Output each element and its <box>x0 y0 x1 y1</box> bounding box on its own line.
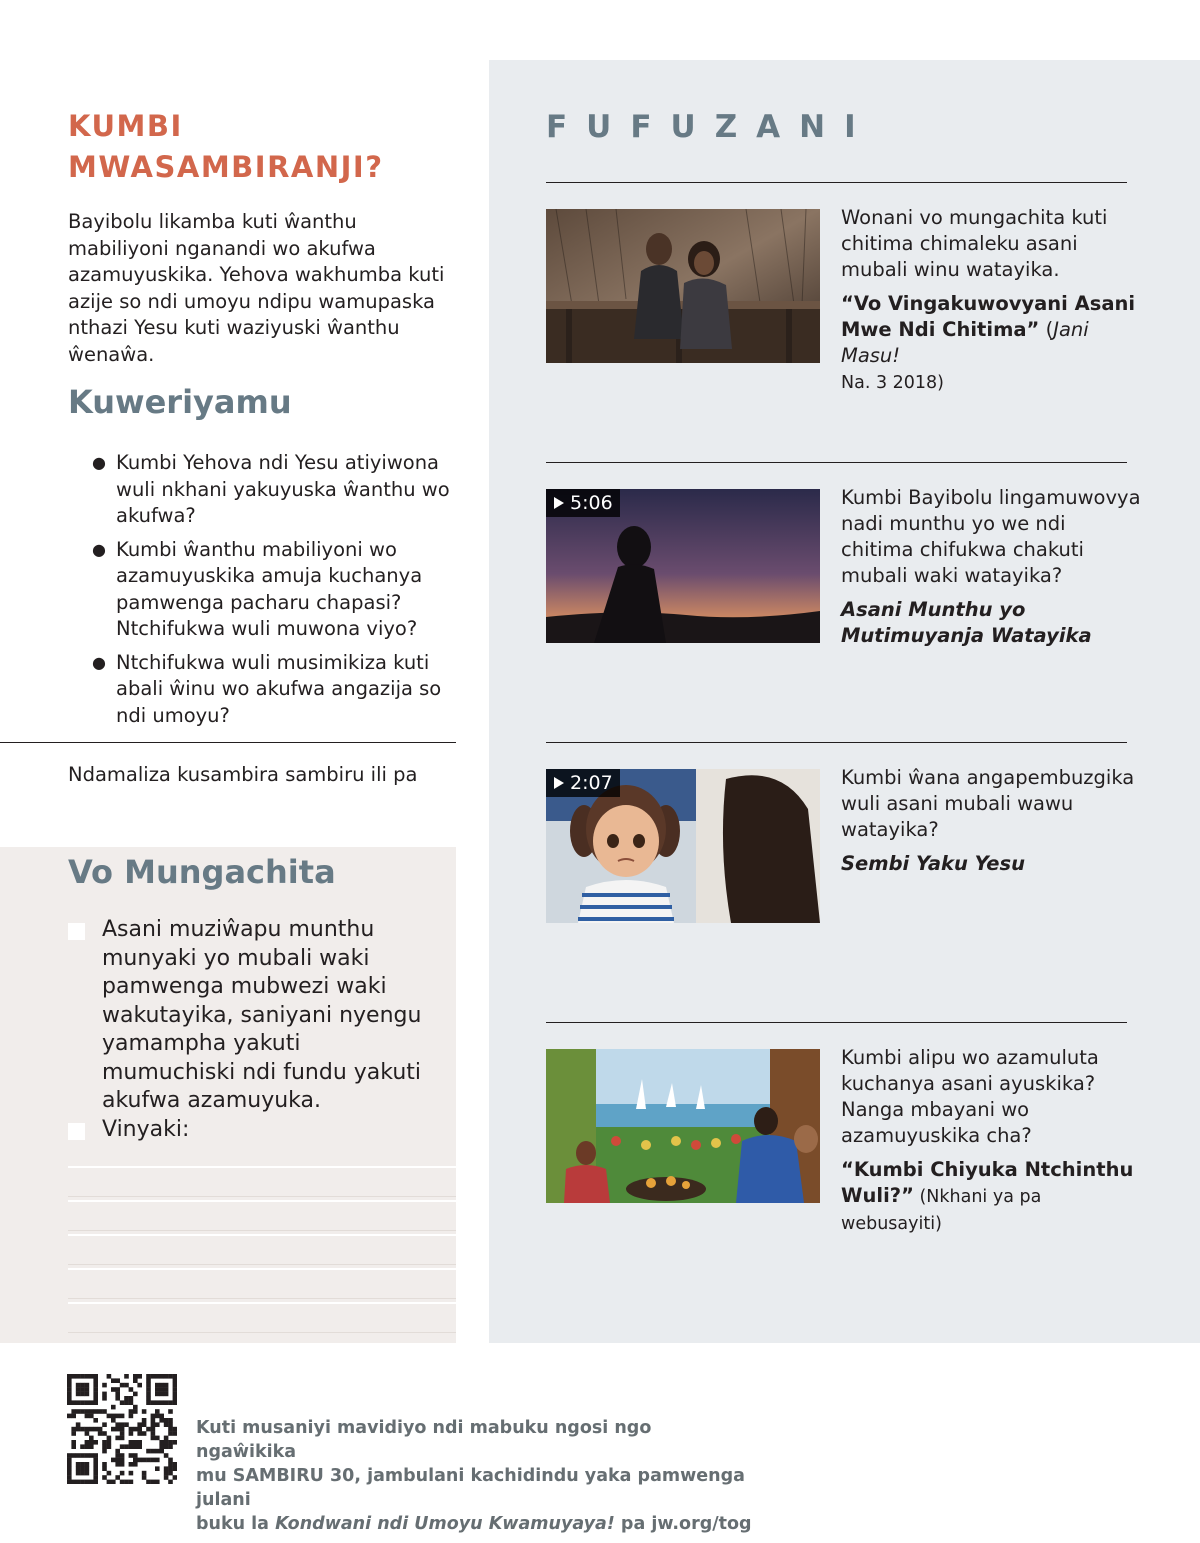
video-thumbnail-silhouette[interactable] <box>546 489 820 643</box>
action-item-text: Vinyaki: <box>102 1117 190 1142</box>
entry-title[interactable]: Asani Munthu yo Mutimuyanja Watayika <box>841 598 1092 647</box>
video-duration-badge <box>546 769 620 797</box>
review-heading: Kuweriyamu <box>68 383 292 421</box>
review-item <box>92 450 462 530</box>
entry-title[interactable]: “Kumbi Chiyuka Ntchinthu Wuli?” <box>841 1158 1134 1207</box>
entry-source-issue: Na. 3 2018) <box>841 373 945 393</box>
footer-line: mu SAMBIRU 30, jambulani kachidindu yaka pamwenga julani <box>196 1466 745 1510</box>
article-thumbnail-couple[interactable] <box>546 209 820 363</box>
entry-question: Kumbi Bayibolu lingamuwovya nadi munthu yo we ndi chitima chifukwa chakuti mubali waki watayika? <box>841 486 1141 587</box>
article-thumbnail-paradise[interactable] <box>546 1049 820 1203</box>
review-item-text: Kumbi Yehova ndi Yesu atiyiwona wuli nkhani yakuyuska ŵanthu wo akufwa? <box>116 451 450 527</box>
bullet-icon: ● <box>92 652 106 672</box>
checkbox[interactable] <box>68 923 85 940</box>
divider <box>546 182 1127 183</box>
play-icon <box>554 497 564 509</box>
explore-entry <box>841 1045 1141 1237</box>
write-line[interactable] <box>68 1200 456 1231</box>
paradise-image-icon <box>546 1049 820 1203</box>
video-duration-badge <box>546 489 620 517</box>
entry-question: Kumbi ŵana angapembuzgika wuli asani mubali wawu watayika? <box>841 766 1135 841</box>
divider <box>546 742 1127 743</box>
entry-reference[interactable] <box>841 291 1141 396</box>
play-icon <box>554 777 564 789</box>
footer-line: buku la <box>196 1514 276 1534</box>
footer-line-end: pa jw.org/tog <box>614 1514 752 1534</box>
footer-line: Kuti musaniyi mavidiyo ndi mabuku ngosi ngo ngaŵikika <box>196 1418 652 1462</box>
write-line[interactable] <box>68 1268 456 1299</box>
write-line[interactable] <box>68 1166 456 1197</box>
action-heading: Vo Mungachita <box>68 853 336 891</box>
entry-question: Kumbi alipu wo azamuluta kuchanya asani ayuskika? Nanga mbayani wo azamuyuskika cha? <box>841 1046 1099 1147</box>
explore-heading: FUFUZANI <box>546 109 875 145</box>
review-item <box>92 537 462 643</box>
action-item-text: Asani muziŵapu munthu munyaki yo mubali waki pamwenga mubwezi waki wakutayika, saniyani nyengu yamampha yakuti mumuchiski ndi fundu yakuti akufwa azamuyuka. <box>102 917 422 1113</box>
video-duration: 5:06 <box>570 492 613 514</box>
video-duration: 2:07 <box>570 772 613 794</box>
review-list <box>92 450 462 736</box>
action-item <box>68 916 428 1116</box>
entry-reference[interactable] <box>841 851 1141 877</box>
divider <box>0 742 456 743</box>
summary-title-line1: KUMBI <box>68 109 183 143</box>
entry-source-open: ( <box>1039 318 1054 341</box>
action-item-other <box>68 1116 428 1145</box>
review-item-text: Kumbi ŵanthu mabiliyoni wo azamuyuskika amuja kuchanya pamwenga pacharu chapasi? Ntchifukwa wuli muwona viyo? <box>116 537 423 640</box>
footer-note <box>196 1416 756 1536</box>
review-item-text: Ntchifukwa wuli musimikiza kuti abali ŵinu wo akufwa angazija so ndi umoyu? <box>116 650 442 727</box>
bullet-icon: ● <box>92 453 106 472</box>
checkbox[interactable] <box>68 1123 85 1140</box>
completed-label: Ndamaliza kusambira sambiru ili pa <box>68 763 418 786</box>
entry-title[interactable]: Sembi Yaku Yesu <box>841 852 1025 875</box>
summary-title <box>68 106 448 188</box>
summary-text: Bayibolu likamba kuti ŵanthu mabiliyoni nganandi wo akufwa azamuyuskika. Yehova wakhumba kuti azije so ndi umoyu ndipu wamupaska nthazi Yesu kuti waziyuski ŵanthu ŵenaŵa. <box>68 210 445 366</box>
video-thumbnail-animated-girl[interactable] <box>546 769 820 923</box>
bullet-icon: ● <box>92 539 106 559</box>
entry-title[interactable]: “Vo Vingakuwovyani Asani Mwe Ndi Chitima” <box>841 292 1136 341</box>
review-item <box>92 650 462 730</box>
explore-entry <box>841 485 1141 649</box>
explore-entry <box>841 765 1141 877</box>
write-in-lines[interactable] <box>68 1166 456 1336</box>
write-line[interactable] <box>68 1302 456 1333</box>
footer-book-title: Kondwani ndi Umoyu Kwamuyaya! <box>275 1514 615 1534</box>
divider <box>546 1022 1127 1023</box>
entry-reference[interactable] <box>841 1157 1141 1237</box>
divider <box>546 462 1127 463</box>
qr-code-icon[interactable] <box>67 1374 177 1484</box>
entry-source: (Nkhani ya pa webusayiti) <box>841 1187 1042 1234</box>
explore-entry <box>841 205 1141 396</box>
summary-title-line2: MWASAMBIRANJI? <box>68 150 384 184</box>
qr-code-graphic <box>67 1374 177 1484</box>
entry-question: Wonani vo mungachita kuti chitima chimaleku asani mubali winu watayika. <box>841 206 1108 281</box>
entry-source-publication: Jani Masu! <box>841 318 1089 367</box>
entry-reference[interactable] <box>841 597 1141 649</box>
write-line[interactable] <box>68 1234 456 1265</box>
couple-image-icon <box>546 209 820 363</box>
